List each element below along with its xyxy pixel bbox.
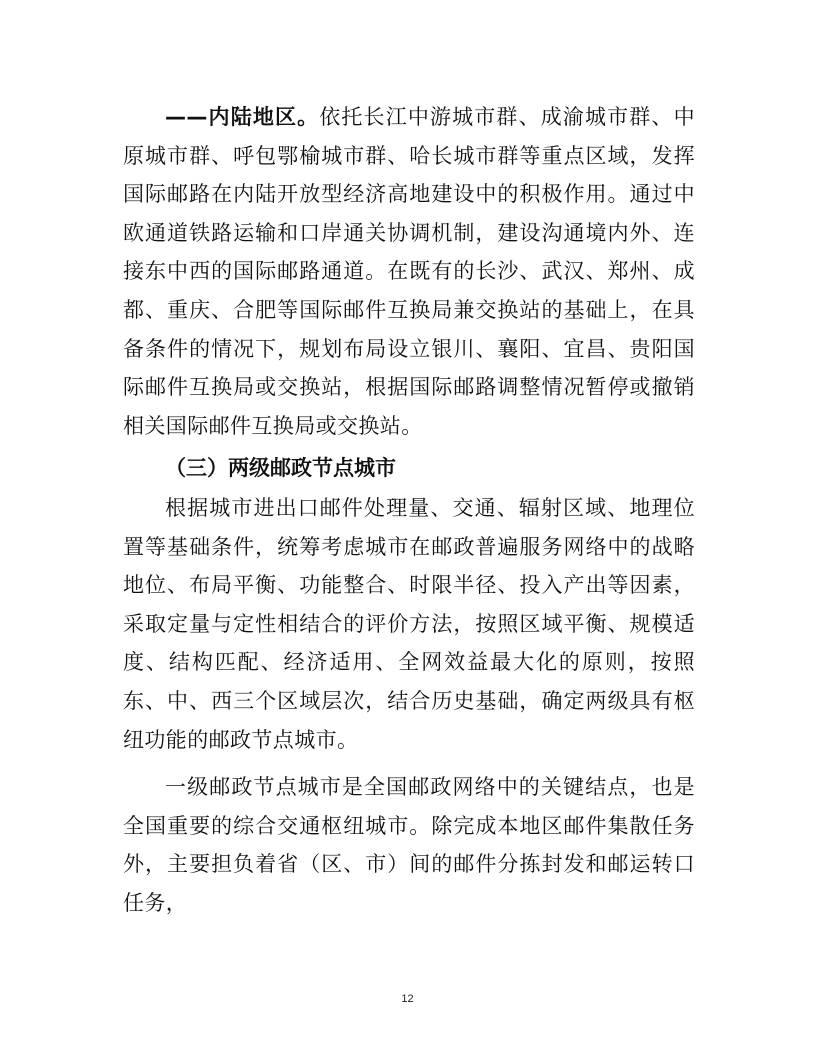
page-number: 12 [401, 993, 414, 1005]
paragraph-first-level-nodes: 一级邮政节点城市是全国邮政网络中的关键结点，也是全国重要的综合交通枢纽城市。除完成本地区邮件集散任务外，主要担负着省（区、市）间的邮件分拣封发和邮运转口任务， [123, 775, 695, 915]
section-heading: （三）两级邮政节点城市 [165, 456, 396, 481]
paragraph-node-selection: 根据城市进出口邮件处理量、交通、辐射区域、地理位置等基础条件，统筹考虑城市在邮政普遍服务网络中的战略地位、布局平衡、功能整合、时限半径、投入产出等因素，采取定量与定性相结合的评价方法，按照区域平衡、规模适度、结构匹配、经济适用、全网效益最大化的原则，按照东、中、西三个区域层次，结合历史基础，确定两级具有枢纽功能的邮政节点城市。 [123, 495, 695, 752]
inland-region-lead: ——内陆地区。 [165, 105, 320, 129]
page-body [123, 98, 695, 922]
paragraph-inland-region [123, 98, 695, 445]
inland-region-text: 依托长江中游城市群、成渝城市群、中原城市群、呼包鄂榆城市群、哈长城市群等重点区域，发挥国际邮路在内陆开放型经济高地建设中的积极作用。通过中欧通道铁路运输和口岸通关协调机制，建设沟通境内外、连接东中西的国际邮路通道。在既有的长沙、武汉、郑州、成都、重庆、合肥等国际邮件互换局兼交换站的基础上，在具备条件的情况下，规划布局设立银川、襄阳、宜昌、贵阳国际邮件互换局或交换站，根据国际邮路调整情况暂停或撤销相关国际邮件互换局或交换站。 [123, 105, 695, 438]
